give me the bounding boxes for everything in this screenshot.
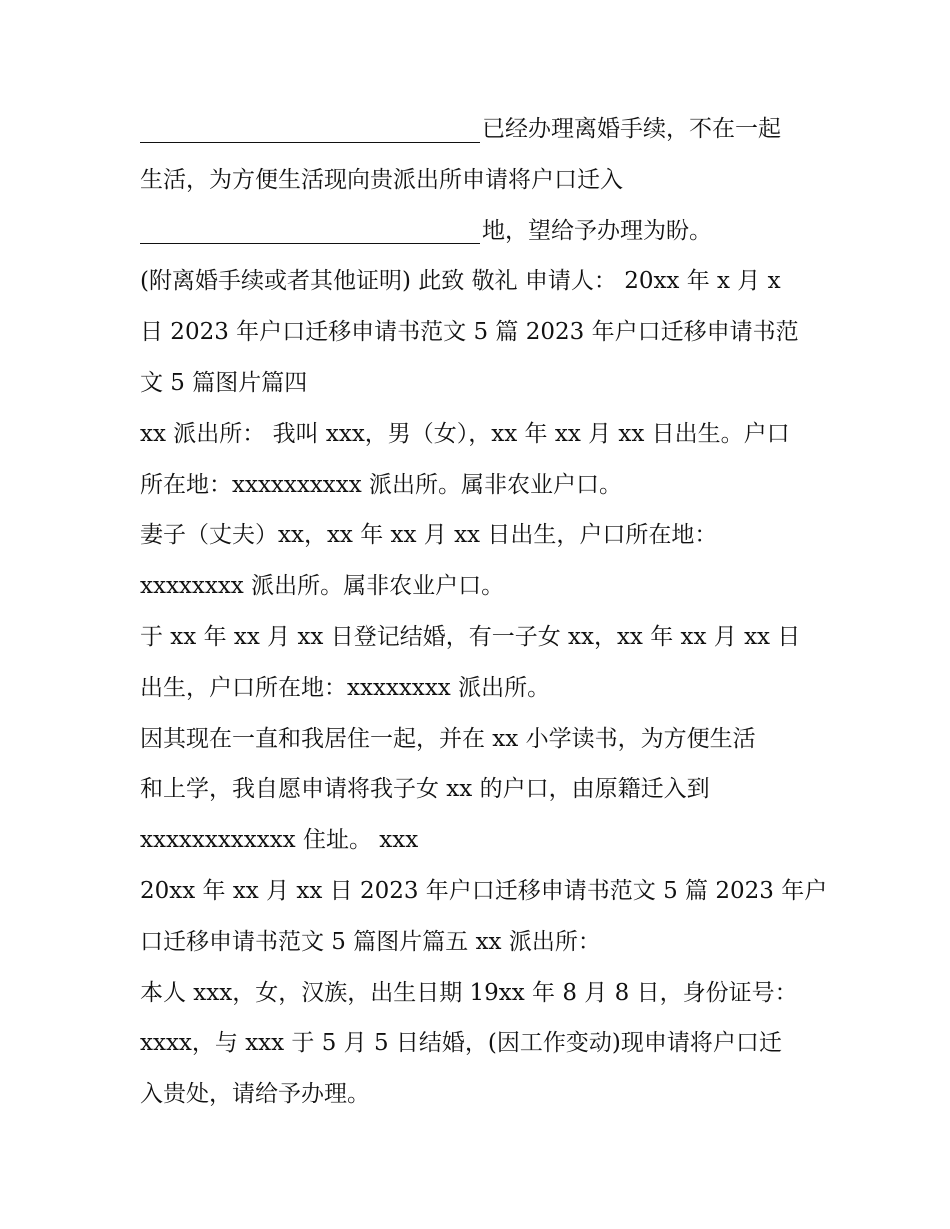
text-line: 出生，户口所在地：xxxxxxxx 派出所。 — [140, 674, 551, 701]
text-line: 地，望给予办理为盼。 — [140, 206, 820, 257]
text-line: 已经办理离婚手续，不在一起 — [140, 104, 820, 155]
text-line: 日 2023 年户口迁移申请书范文 5 篇 2023 年户口迁移申请书范 — [140, 319, 799, 346]
document-body — [140, 104, 828, 1120]
text-line: 妻子（丈夫）xx，xx 年 xx 月 xx 日出生，户口所在地： — [140, 522, 718, 549]
text-line: 文 5 篇图片篇四 — [140, 369, 308, 396]
text-line: xx 派出所： 我叫 xxx，男（女），xx 年 xx 月 xx 日出生。户口 — [140, 420, 790, 447]
text-line: 20xx 年 xx 月 xx 日 2023 年户口迁移申请书范文 5 篇 2023 年户 — [140, 877, 828, 904]
fill-in-blank — [140, 217, 480, 244]
text-line: 因其现在一直和我居住一起，并在 xx 小学读书，为方便生活 — [140, 725, 756, 752]
text-line: 本人 xxx，女，汉族，出生日期 19xx 年 8 月 8 日，身份证号： — [140, 979, 798, 1006]
text-line: xxxxxxxx 派出所。属非农业户口。 — [140, 573, 505, 600]
text-line: xxxx，与 xxx 于 5 月 5 日结婚，(因工作变动)现申请将户口迁 — [140, 1030, 782, 1057]
text-line: 口迁移申请书范文 5 篇图片篇五 xx 派出所： — [140, 928, 601, 955]
text-line: (附离婚手续或者其他证明) 此致 敬礼 申请人： 20xx 年 x 月 x — [140, 268, 781, 295]
text-line: 于 xx 年 xx 月 xx 日登记结婚，有一子女 xx，xx 年 xx 月 xx 日 — [140, 623, 801, 650]
text-line: xxxxxxxxxxxx 住址。 xxx — [140, 827, 419, 854]
text-line: 和上学，我自愿申请将我子女 xx 的户口，由原籍迁入到 — [140, 776, 710, 803]
fill-in-blank — [140, 116, 480, 143]
text-line: 生活，为方便生活现向贵派出所申请将户口迁入 — [140, 166, 623, 193]
text-line: 所在地：xxxxxxxxxx 派出所。属非农业户口。 — [140, 471, 623, 498]
text-line: 入贵处，请给予办理。 — [140, 1081, 370, 1108]
